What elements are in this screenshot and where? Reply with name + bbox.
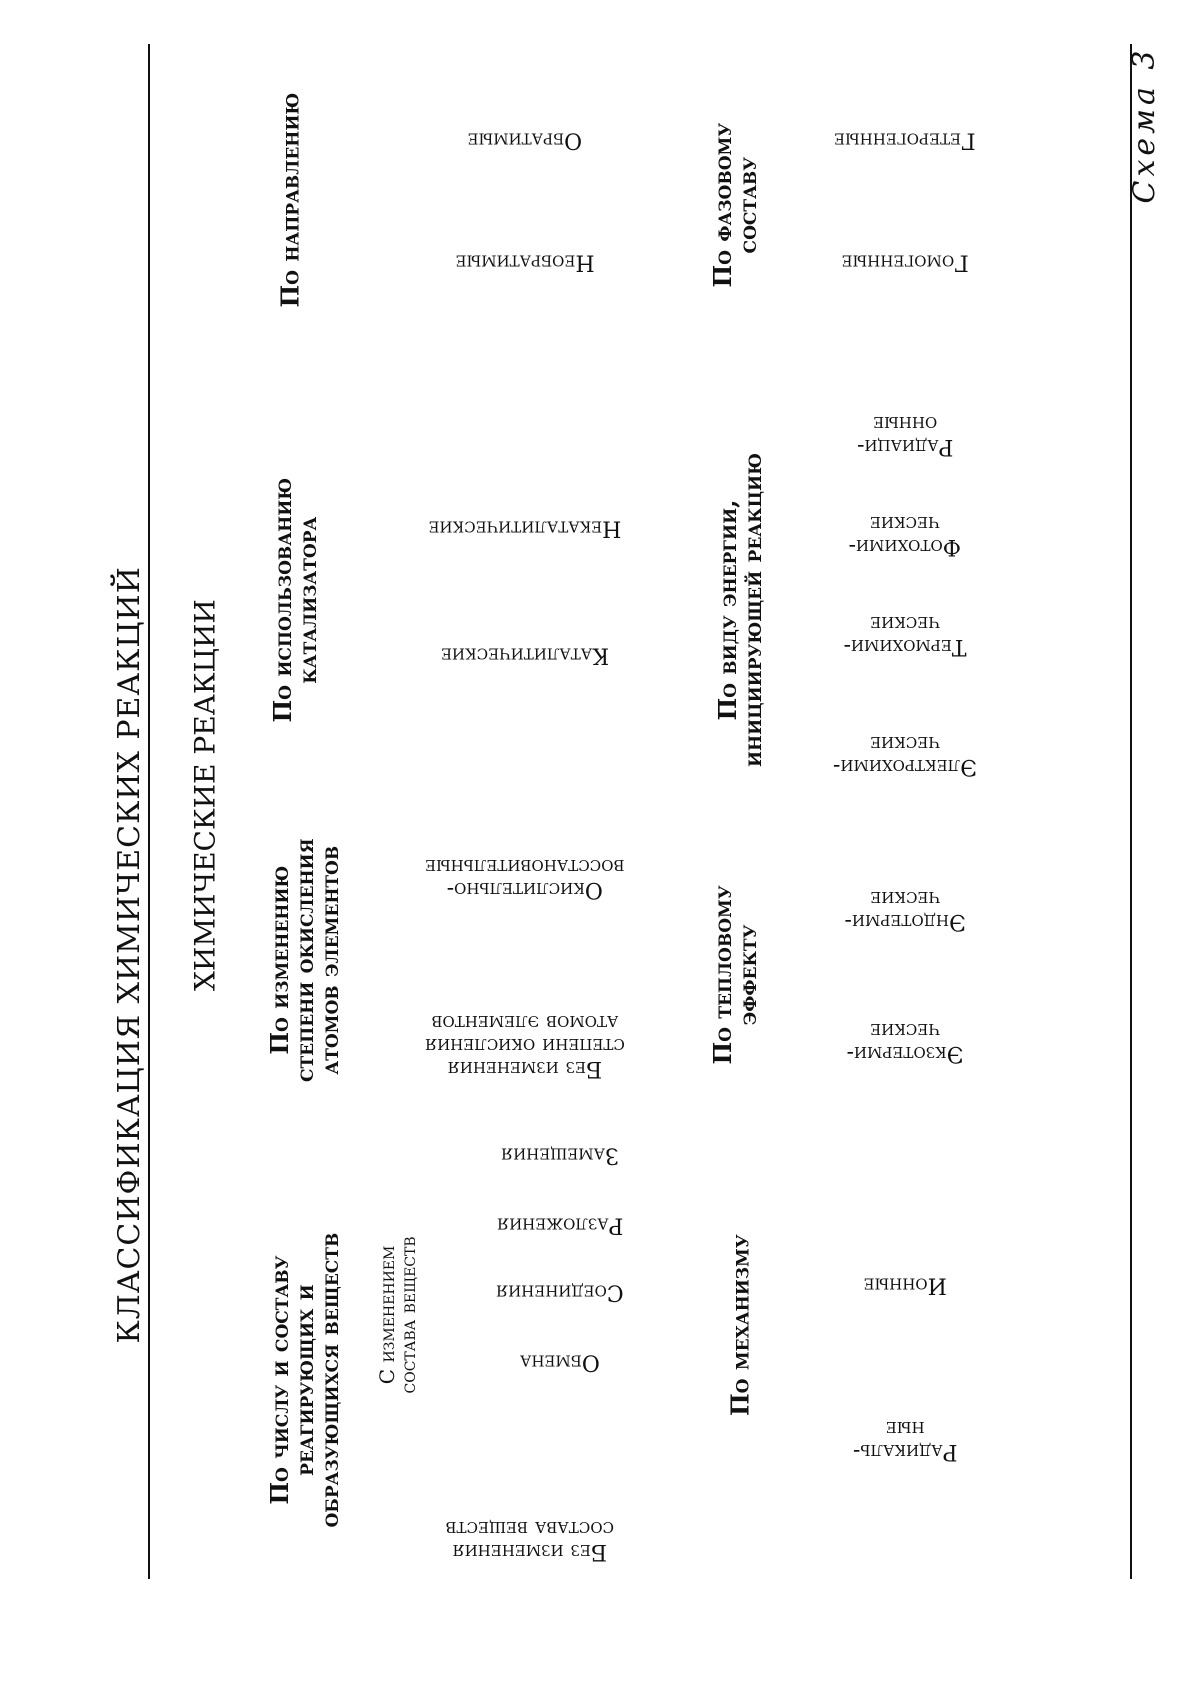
leaf-no-oxidation-change: Без изменения степени окисления атомов элементов xyxy=(425,1009,625,1081)
leaf-decomposition: Разложения xyxy=(497,1212,624,1238)
leaf-irreversible: Необратимые xyxy=(455,249,595,275)
leaf-redox: Окислительно- восстановительные xyxy=(425,854,625,903)
leaf-exchange: Обмена xyxy=(520,1349,600,1375)
leaf-ionic: Ионные xyxy=(863,1272,947,1298)
root-node: ХИМИЧЕСКИЕ РЕАКЦИИ xyxy=(188,599,222,991)
scheme-label: Схема 3 xyxy=(1127,46,1162,204)
right-rule xyxy=(1130,44,1132,1579)
leaf-substitution: Замещения xyxy=(501,1142,619,1168)
leaf-radical: Радикаль- ные xyxy=(853,1416,958,1465)
leaf-radiation: Радиаци- онные xyxy=(857,411,954,460)
left-rule xyxy=(148,44,150,1579)
category-oxidation: По изменению степени окисления атомов элементов xyxy=(265,838,345,1082)
leaf-endothermic: Эндотерми- ческие xyxy=(844,886,966,935)
leaf-reversible: Обратимые xyxy=(467,127,583,153)
subgroup-with-change: С изменением состава веществ xyxy=(375,1236,420,1394)
leaf-noncatalytic: Некаталитические xyxy=(428,515,622,541)
leaf-heterogeneous: Гетерогенные xyxy=(834,127,976,153)
leaf-photochemical: Фотохими- ческие xyxy=(848,511,961,560)
leaf-homogeneous: Гомогенные xyxy=(841,249,969,275)
leaf-electrochemical: Электрохими- ческие xyxy=(833,731,977,780)
category-mechanism: По механизму xyxy=(725,1234,755,1416)
leaf-no-composition-change: Без изменения состава веществ xyxy=(445,1516,615,1565)
category-thermal: По тепловому эффекту xyxy=(708,885,763,1065)
leaf-thermochemical: Термохими- ческие xyxy=(843,611,967,660)
leaf-combination: Соединения xyxy=(496,1279,624,1305)
category-phase: По фазовому составу xyxy=(708,122,763,288)
category-catalyst: По использованию катализатора xyxy=(268,477,323,723)
leaf-catalytic: Каталитические xyxy=(441,642,610,668)
page-title: КЛАССИФИКАЦИЯ ХИМИЧЕСКИХ РЕАКЦИЙ xyxy=(112,566,147,1344)
leaf-exothermic: Экзотерми- ческие xyxy=(846,1018,964,1067)
category-energy: По виду энергии, инициирующей реакцию xyxy=(713,453,768,767)
category-composition: По числу и составу реагирующих и образующихся веществ xyxy=(265,1232,345,1528)
category-direction: По направлению xyxy=(275,92,305,308)
